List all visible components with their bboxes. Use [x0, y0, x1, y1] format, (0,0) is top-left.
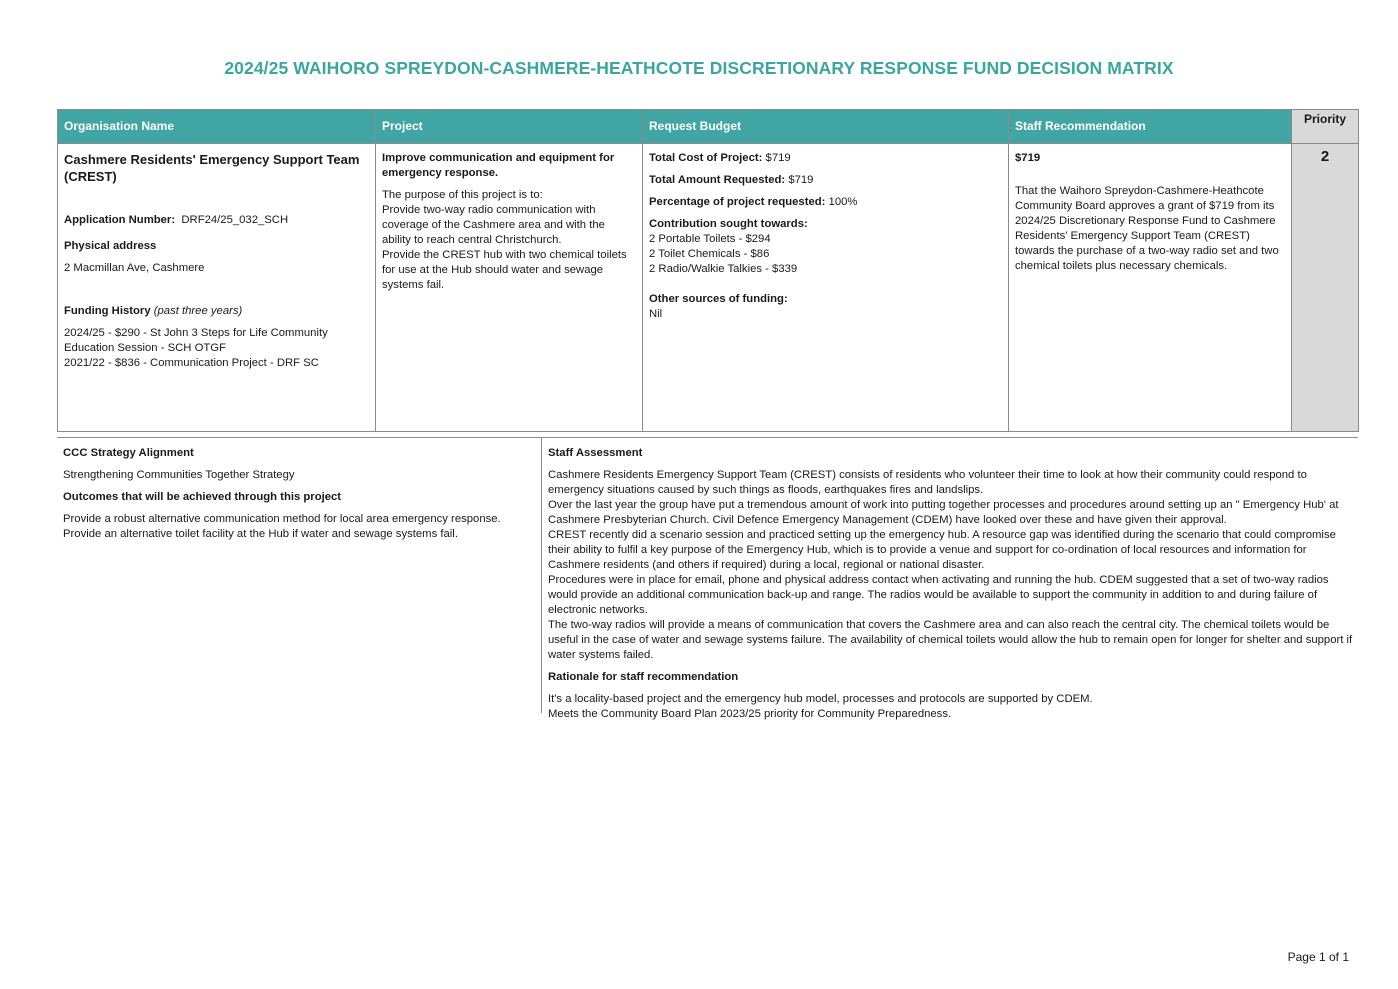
assessment-paragraph: CREST recently did a scenario session and practiced setting up the emergency hub. A resource gap was identified during the scenario that could compromise their ability to fulfil a key purpose of the Emergency Hub, which is to provide a venue and support for co-ordination of local resources and information for Cashmere residents (and others if required) during a local, regional or national disaster. [548, 529, 1336, 571]
decision-matrix-table [57, 109, 1359, 432]
page-number: Page 1 of 1 [1287, 950, 1349, 964]
outcome-item: Provide an alternative toilet facility at the Hub if water and sewage systems fail. [63, 528, 458, 540]
priority-value: 2 [1292, 144, 1359, 432]
assessment-paragraph: The two-way radios will provide a means of communication that covers the Cashmere area and can also reach the central city. The chemical toilets would be useful in the case of water and sewage systems failure. The availability of chemical toilets would allow the hub to remain open for longer for shelter and support if water systems failed. [548, 619, 1353, 661]
outcomes-heading: Outcomes that will be achieved through this project [63, 491, 342, 503]
outcome-item: Provide a robust alternative communication method for local area emergency response. [63, 513, 501, 525]
physical-address-label: Physical address [64, 240, 157, 252]
rationale-item: It's a locality-based project and the emergency hub model, processes and protocols are supported by CDEM. [548, 693, 1093, 705]
project-purpose-item: Provide two-way radio communication with coverage of the Cashmere area and with the ability to reach central Christchurch. [382, 204, 605, 246]
assessment-paragraph: Over the last year the group have put a tremendous amount of work into putting together processes and procedures around setting up an " Emergency Hub' at Cashmere Presbyterian Church. Civil Defence Emergency Management (CDEM) have looked over these and have given their approval. [548, 499, 1339, 526]
funding-history-label: Funding History [64, 305, 151, 317]
rationale-item: Meets the Community Board Plan 2023/25 priority for Community Preparedness. [548, 708, 952, 720]
assessment-paragraph: Cashmere Residents Emergency Support Team (CREST) consists of residents who volunteer their time to look at how their community could respond to emergency situations caused by such things as floods, earthquakes fires and landslips. [548, 469, 1307, 496]
funding-history-item: 2021/22 - $836 - Communication Project - DRF SC [64, 357, 319, 369]
budget-cell [643, 144, 1009, 432]
application-number: DRF24/25_032_SCH [181, 214, 289, 226]
project-cell [376, 144, 643, 432]
organisation-name: Cashmere Residents' Emergency Support Team (CREST) [64, 152, 360, 184]
total-requested-label: Total Amount Requested: [649, 174, 786, 186]
contribution-item: 2 Portable Toilets - $294 [649, 233, 771, 245]
project-purpose-item: Provide the CREST hub with two chemical toilets for use at the Hub should water and sewage systems fail. [382, 249, 627, 291]
contribution-item: 2 Radio/Walkie Talkies - $339 [649, 263, 798, 275]
staff-assessment-heading: Staff Assessment [548, 447, 643, 459]
recommendation-amount: $719 [1015, 152, 1041, 164]
other-funding: Nil [649, 308, 663, 320]
contribution-label: Contribution sought towards: [649, 218, 808, 230]
percentage-requested: 100% [828, 196, 858, 208]
physical-address: 2 Macmillan Ave, Cashmere [64, 262, 205, 274]
assessment-section [57, 437, 1358, 720]
assessment-paragraph: Procedures were in place for email, phone and physical address contact when activating and running the hub. CDEM suggested that a set of two-way radios would provide an additional communication back-up and range. The radios would be available to support the community in addition to and during failure of electronic networks. [548, 574, 1329, 616]
project-purpose-intro: The purpose of this project is to: [382, 189, 543, 201]
funding-history-item: 2024/25 - $290 - St John 3 Steps for Life Community Education Session - SCH OTGF [64, 327, 328, 354]
funding-history-note: (past three years) [153, 305, 243, 317]
header-budget: Request Budget [643, 110, 1009, 144]
staff-assessment-column [548, 446, 1354, 722]
table-header-row [58, 110, 1359, 144]
other-funding-label: Other sources of funding: [649, 293, 788, 305]
organisation-cell [58, 144, 376, 432]
header-recommendation: Staff Recommendation [1009, 110, 1292, 144]
recommendation-text: That the Waihoro Spreydon-Cashmere-Heathcote Community Board approves a grant of $719 from its 2024/25 Discretionary Response Fund to Cashmere Residents' Emergency Support Team (CREST) towards the purchase of a two-way radio set and two chemical toilets plus necessary chemicals. [1015, 185, 1279, 272]
header-project: Project [376, 110, 643, 144]
project-title: Improve communication and equipment for emergency response. [382, 152, 615, 179]
total-requested: $719 [788, 174, 814, 186]
rationale-heading: Rationale for staff recommendation [548, 671, 739, 683]
percentage-label: Percentage of project requested: [649, 196, 826, 208]
strategy-alignment-column [63, 446, 535, 542]
table-row [58, 144, 1359, 432]
application-number-label: Application Number: [64, 214, 176, 226]
recommendation-cell [1009, 144, 1292, 432]
strategy-heading: CCC Strategy Alignment [63, 447, 194, 459]
header-priority: Priority [1292, 110, 1359, 144]
header-organisation: Organisation Name [58, 110, 376, 144]
contribution-item: 2 Toilet Chemicals - $86 [649, 248, 770, 260]
document-title: 2024/25 WAIHORO SPREYDON-CASHMERE-HEATHCOTE DISCRETIONARY RESPONSE FUND DECISION MATRIX [224, 58, 1174, 78]
column-divider [541, 438, 542, 713]
total-cost: $719 [765, 152, 791, 164]
strategy-value: Strengthening Communities Together Strategy [63, 469, 295, 481]
total-cost-label: Total Cost of Project: [649, 152, 763, 164]
